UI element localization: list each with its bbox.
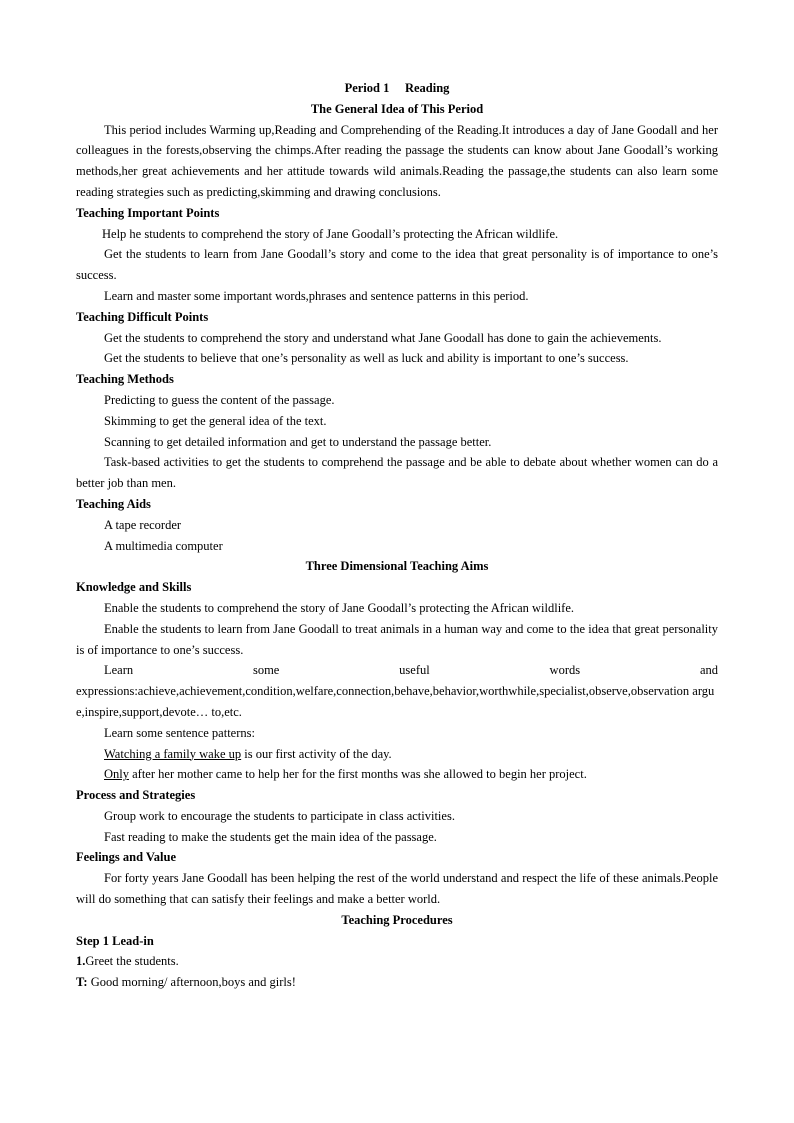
aims-heading: Three Dimensional Teaching Aims [305, 559, 489, 574]
knowledge-item-1: Enable the students to comprehend the story of Jane Goodall’s protecting the African wildlife. [104, 600, 575, 615]
pattern-2-rest: after her mother came to help her for the first months was she allowed to begin her project. [129, 767, 587, 782]
difficult-points-heading: Teaching Difficult Points [76, 309, 209, 324]
teacher-line [76, 972, 718, 993]
step1-item-number: 1. [76, 954, 86, 969]
feelings-heading: Feelings and Value [76, 850, 177, 865]
pattern-1-rest: is our first activity of the day. [241, 746, 392, 761]
important-point-1: Help he students to comprehend the story of Jane Goodall’s protecting the African wildlife. [102, 226, 559, 241]
procedures-heading: Teaching Procedures [341, 912, 453, 927]
step1-heading: Step 1 Lead-in [76, 933, 154, 948]
process-item-2: Fast reading to make the students get the main idea of the passage. [104, 829, 437, 844]
knowledge-item-2: Enable the students to learn from Jane Goodall to treat animals in a human way and come to the idea that great personality is of importance to one’s success. [76, 621, 718, 657]
pattern-1-underlined: Watching a family wake up [104, 746, 242, 761]
teacher-text: Good morning/ afternoon,boys and girls! [87, 975, 296, 990]
pattern-2 [76, 764, 718, 785]
important-points-heading: Teaching Important Points [76, 205, 220, 220]
vocabulary-list: expressions:achieve,achievement,condition,welfare,connection,behave,behavior,worthwhile,specialist,observe,observation argue,inspire,support,devote… to,etc. [76, 684, 715, 719]
aids-heading: Teaching Aids [76, 496, 151, 511]
method-3: Scanning to get detailed information and get to understand the passage better. [104, 434, 492, 449]
important-point-2: Get the students to learn from Jane Goodall’s story and come to the idea that great personality is of importance to one’s success. [76, 247, 718, 283]
aid-2: A multimedia computer [104, 538, 223, 553]
difficult-point-2: Get the students to believe that one’s personality as well as luck and ability is important to one’s success. [104, 351, 629, 366]
teacher-label: T: [76, 975, 88, 990]
method-2: Skimming to get the general idea of the text. [104, 413, 327, 428]
page-subtitle: The General Idea of This Period [310, 101, 484, 116]
method-4: Task-based activities to get the students to comprehend the passage and be able to debate about whether women can do a better job than men. [76, 455, 718, 491]
knowledge-heading: Knowledge and Skills [76, 580, 192, 595]
process-heading: Process and Strategies [76, 788, 196, 803]
process-item-1: Group work to encourage the students to participate in class activities. [104, 808, 455, 823]
pattern-1 [76, 744, 718, 765]
pattern-2-underlined: Only [104, 767, 129, 782]
feelings-text: For forty years Jane Goodall has been helping the rest of the world understand and respect the life of these animals.People will do something that can satisfy their feelings and make a better world. [76, 871, 718, 907]
method-1: Predicting to guess the content of the passage. [104, 392, 335, 407]
aid-1: A tape recorder [104, 517, 182, 532]
page-title: Period 1 Reading [344, 81, 450, 95]
important-point-3: Learn and master some important words,phrases and sentence patterns in this period. [104, 288, 529, 303]
difficult-point-1: Get the students to comprehend the story and understand what Jane Goodall has done to gain the achievements. [104, 330, 662, 345]
learn-words-line: Learn some useful words and [104, 663, 718, 678]
step1-item-1 [76, 951, 718, 972]
methods-heading: Teaching Methods [76, 372, 174, 387]
patterns-intro: Learn some sentence patterns: [104, 725, 255, 740]
step1-item-text: Greet the students. [85, 954, 179, 969]
intro-paragraph: This period includes Warming up,Reading and Comprehending of the Reading.It introduces a day of Jane Goodall and her colleagues in the forests,observing the chimps.After reading the passage the students can know about Jane Goodall’s working methods,her great achievements and her attitude towards wild animals.Reading the passage,the students can also learn some reading strategies such as predicting,skimming and drawing conclusions. [76, 122, 718, 199]
